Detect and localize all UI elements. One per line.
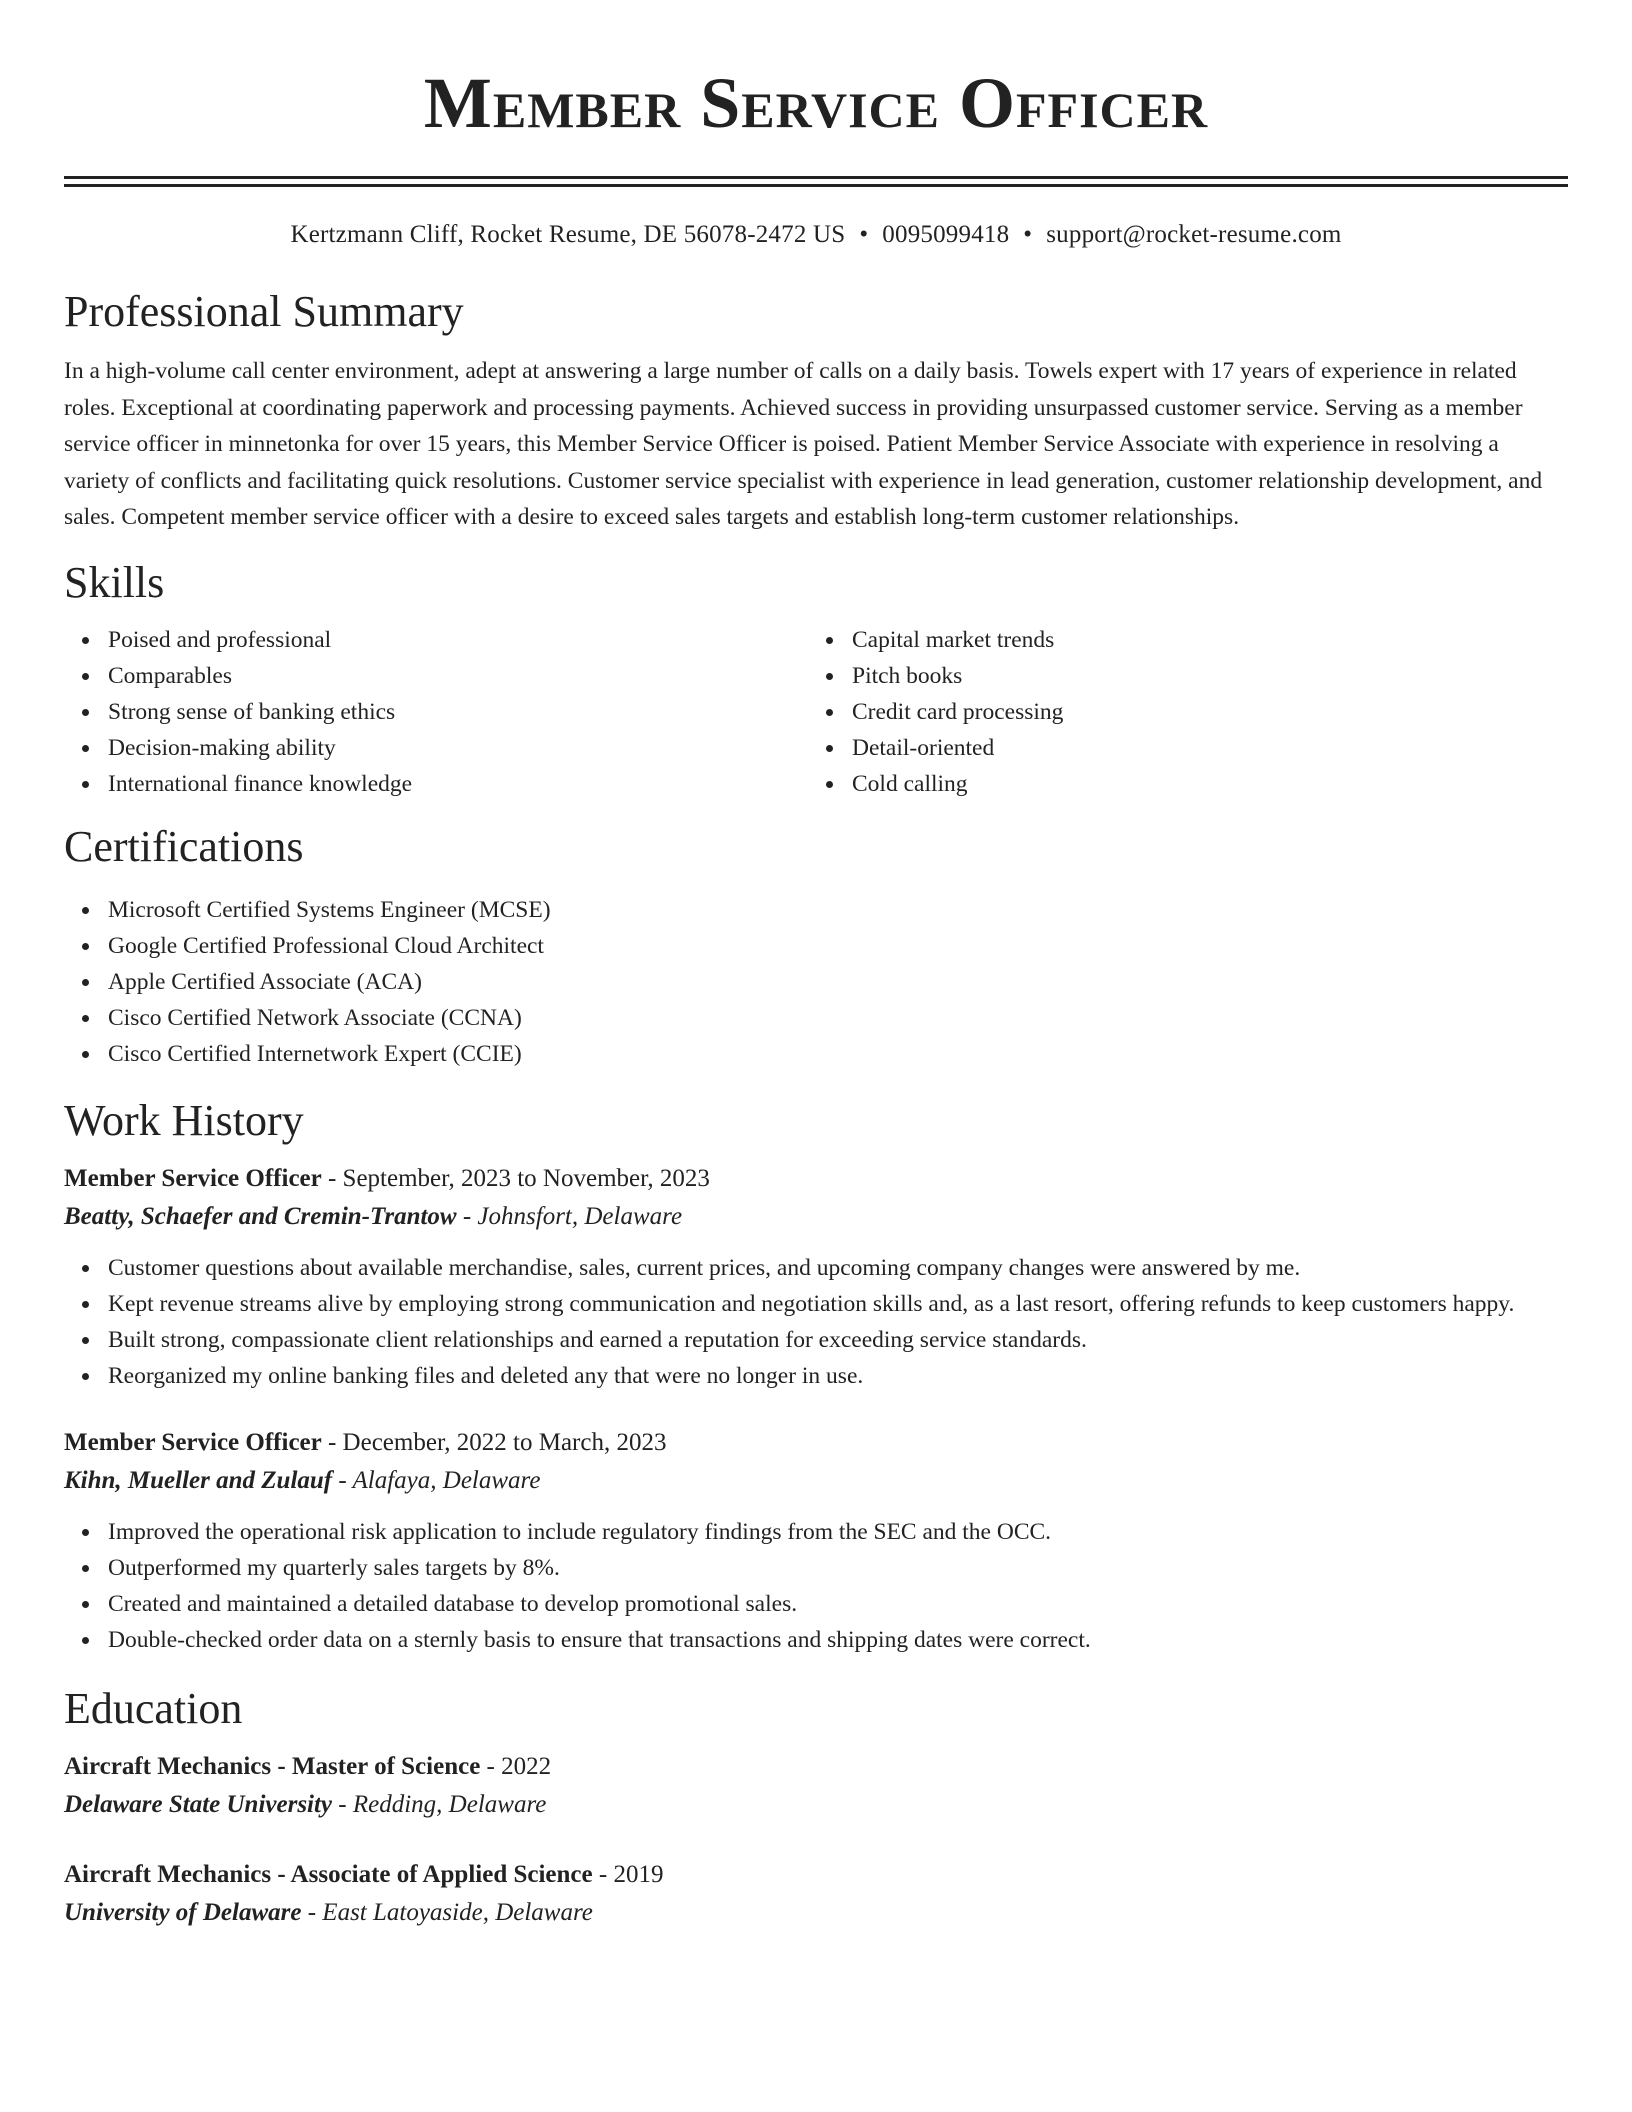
work-history-heading: Work History bbox=[64, 1095, 304, 1145]
skill-item: Poised and professional bbox=[108, 622, 808, 658]
contact-address: Kertzmann Cliff, Rocket Resume, DE 56078-2472 US bbox=[290, 221, 846, 248]
skills-heading: Skills bbox=[64, 557, 165, 607]
education-entry bbox=[64, 1748, 1568, 1824]
degree-line bbox=[64, 1856, 1568, 1894]
employer-line bbox=[64, 1462, 1568, 1500]
skill-item: Detail-oriented bbox=[852, 730, 1552, 766]
skills-list-right bbox=[808, 622, 1552, 802]
school-name: Delaware State University bbox=[64, 1790, 333, 1818]
job-dates: - September, 2023 to November, 2023 bbox=[321, 1164, 710, 1192]
job-bullet: Built strong, compassionate client relationships and earned a reputation for exceeding service standards. bbox=[108, 1322, 1568, 1358]
certification-item: Cisco Certified Internetwork Expert (CCIE) bbox=[108, 1036, 1568, 1072]
job-entry bbox=[64, 1424, 1568, 1658]
certifications-heading: Certifications bbox=[64, 821, 304, 871]
job-bullet: Outperformed my quarterly sales targets by 8%. bbox=[108, 1550, 1568, 1586]
certification-item: Microsoft Certified Systems Engineer (MCSE) bbox=[108, 892, 1568, 928]
job-title-line bbox=[64, 1424, 1568, 1462]
summary-heading: Professional Summary bbox=[64, 287, 464, 336]
job-bullet: Reorganized my online banking files and deleted any that were no longer in use. bbox=[108, 1358, 1568, 1394]
job-bullets bbox=[64, 1250, 1568, 1394]
skill-item: Capital market trends bbox=[852, 622, 1552, 658]
certification-item: Cisco Certified Network Associate (CCNA) bbox=[108, 1000, 1568, 1036]
degree-year: - 2022 bbox=[480, 1752, 552, 1780]
contact-line bbox=[64, 217, 1568, 253]
employer-line bbox=[64, 1198, 1568, 1236]
certification-item: Apple Certified Associate (ACA) bbox=[108, 964, 1568, 1000]
skill-item: Cold calling bbox=[852, 766, 1552, 802]
employer-name: Beatty, Schaefer and Cremin-Trantow bbox=[64, 1202, 457, 1230]
job-title-line bbox=[64, 1160, 1568, 1198]
job-role: Member Service Officer bbox=[64, 1428, 322, 1456]
resume-title: Member Service Officer bbox=[423, 63, 1209, 143]
employer-location: - Alafaya, Delaware bbox=[332, 1466, 541, 1494]
contact-email[interactable]: support@rocket-resume.com bbox=[1046, 221, 1342, 248]
employer-name: Kihn, Mueller and Zulauf bbox=[64, 1466, 333, 1494]
skills-grid bbox=[64, 622, 1568, 802]
job-role: Member Service Officer bbox=[64, 1164, 322, 1192]
school-location: - Redding, Delaware bbox=[332, 1790, 547, 1818]
school-location: - East Latoyaside, Delaware bbox=[301, 1898, 593, 1926]
job-bullet: Double-checked order data on a sternly basis to ensure that transactions and shipping dates were correct. bbox=[108, 1622, 1568, 1658]
job-entry bbox=[64, 1160, 1568, 1394]
job-bullets bbox=[64, 1514, 1568, 1658]
certifications-list bbox=[64, 892, 1568, 1072]
degree-year: - 2019 bbox=[592, 1860, 664, 1888]
skill-item: Comparables bbox=[108, 658, 808, 694]
title-divider bbox=[64, 176, 1568, 187]
job-bullet: Customer questions about available merchandise, sales, current prices, and upcoming company changes were answered by me. bbox=[108, 1250, 1568, 1286]
skill-item: Decision-making ability bbox=[108, 730, 808, 766]
degree-name: Aircraft Mechanics - Master of Science bbox=[64, 1752, 481, 1780]
school-name: University of Delaware bbox=[64, 1898, 302, 1926]
job-bullet: Kept revenue streams alive by employing strong communication and negotiation skills and, as a last resort, offering refunds to keep customers happy. bbox=[108, 1286, 1568, 1322]
contact-separator: • bbox=[859, 221, 869, 248]
certification-item: Google Certified Professional Cloud Architect bbox=[108, 928, 1568, 964]
skills-column-left bbox=[64, 622, 808, 802]
skill-item: Pitch books bbox=[852, 658, 1552, 694]
contact-separator: • bbox=[1023, 221, 1033, 248]
degree-name: Aircraft Mechanics - Associate of Applied Science bbox=[64, 1860, 593, 1888]
skill-item: International finance knowledge bbox=[108, 766, 808, 802]
contact-phone: 0095099418 bbox=[882, 221, 1010, 248]
employer-location: - Johnsfort, Delaware bbox=[456, 1202, 683, 1230]
education-entry bbox=[64, 1856, 1568, 1932]
job-bullet: Improved the operational risk application to include regulatory findings from the SEC and the OCC. bbox=[108, 1514, 1568, 1550]
job-dates: - December, 2022 to March, 2023 bbox=[321, 1428, 667, 1456]
skill-item: Strong sense of banking ethics bbox=[108, 694, 808, 730]
school-line bbox=[64, 1894, 1568, 1932]
job-bullet: Created and maintained a detailed database to develop promotional sales. bbox=[108, 1586, 1568, 1622]
skills-list-left bbox=[64, 622, 808, 802]
degree-line bbox=[64, 1748, 1568, 1786]
skills-column-right bbox=[808, 622, 1552, 802]
education-heading: Education bbox=[64, 1683, 243, 1733]
skill-item: Credit card processing bbox=[852, 694, 1552, 730]
summary-text: In a high-volume call center environment, adept at answering a large number of calls on a daily basis. Towels expert with 17 years of experience in related roles. Exceptional at coordinating paperwork and processing payments. Achieved success in providing unsurpassed customer service. Serving as a member service officer in minnetonka for over 15 years, this Member Service Officer is poised. Patient Member Service Associate with experience in resolving a variety of conflicts and facilitating quick resolutions. Customer service specialist with experience in lead generation, customer relationship development, and sales. Competent member service officer with a desire to exceed sales targets and establish long-term customer relationships. bbox=[64, 358, 1543, 530]
school-line bbox=[64, 1786, 1568, 1824]
